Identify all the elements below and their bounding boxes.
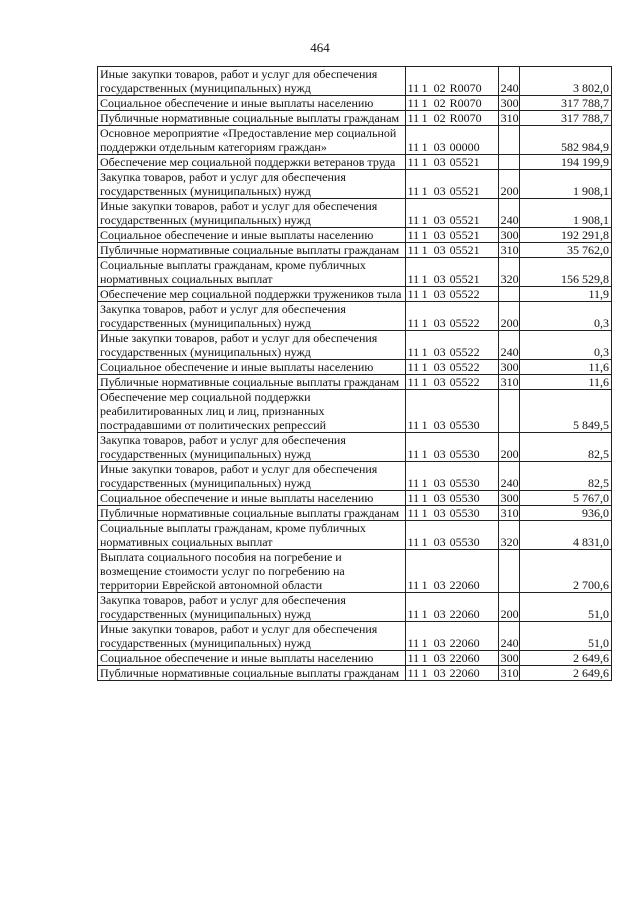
code-part-3: 03 bbox=[433, 140, 446, 154]
code-part-4: 05530 bbox=[449, 506, 480, 520]
row-name: Социальные выплаты гражданам, кроме публичных нормативных социальных выплат bbox=[98, 521, 406, 550]
row-name: Публичные нормативные социальные выплаты гражданам bbox=[98, 111, 406, 126]
table-row bbox=[98, 593, 612, 622]
row-code bbox=[405, 126, 498, 155]
row-expense-type bbox=[498, 287, 519, 302]
table-row bbox=[98, 666, 612, 681]
code-part-2: 1 bbox=[421, 476, 428, 490]
row-code bbox=[405, 462, 498, 491]
row-amount: 11,9 bbox=[520, 287, 612, 302]
row-amount: 5 767,0 bbox=[520, 491, 612, 506]
row-name: Социальное обеспечение и иные выплаты населению bbox=[98, 651, 406, 666]
table-row bbox=[98, 622, 612, 651]
row-expense-type: 310 bbox=[498, 666, 519, 681]
code-part-3: 03 bbox=[433, 506, 446, 520]
code-part-3: 03 bbox=[433, 535, 446, 549]
row-name: Обеспечение мер социальной поддержки реабилитированных лиц и лиц, признанных пострадавшими от политических репрессий bbox=[98, 390, 406, 433]
code-part-2: 1 bbox=[421, 447, 428, 461]
table-row bbox=[98, 287, 612, 302]
table-row bbox=[98, 521, 612, 550]
row-name: Закупка товаров, работ и услуг для обеспечения государственных (муниципальных) нужд bbox=[98, 593, 406, 622]
row-name: Публичные нормативные социальные выплаты гражданам bbox=[98, 666, 406, 681]
row-code bbox=[405, 550, 498, 593]
budget-table bbox=[97, 66, 612, 681]
code-part-1: 11 bbox=[407, 272, 420, 286]
code-part-4: 05521 bbox=[449, 272, 480, 286]
code-part-1: 11 bbox=[407, 607, 420, 621]
code-part-4: 00000 bbox=[449, 140, 480, 154]
code-part-1: 11 bbox=[407, 140, 420, 154]
row-amount: 2 649,6 bbox=[520, 651, 612, 666]
table-row bbox=[98, 243, 612, 258]
row-amount: 0,3 bbox=[520, 302, 612, 331]
table-row bbox=[98, 302, 612, 331]
code-part-2: 1 bbox=[421, 418, 428, 432]
code-part-1: 11 bbox=[407, 213, 420, 227]
row-code bbox=[405, 593, 498, 622]
code-part-2: 1 bbox=[421, 96, 428, 110]
row-expense-type: 300 bbox=[498, 360, 519, 375]
row-code bbox=[405, 390, 498, 433]
table-row bbox=[98, 155, 612, 170]
row-code bbox=[405, 666, 498, 681]
row-amount: 2 700,6 bbox=[520, 550, 612, 593]
row-expense-type: 240 bbox=[498, 331, 519, 360]
row-amount: 156 529,8 bbox=[520, 258, 612, 287]
code-part-2: 1 bbox=[421, 506, 428, 520]
row-name: Иные закупки товаров, работ и услуг для обеспечения государственных (муниципальных) нужд bbox=[98, 462, 406, 491]
code-part-1: 11 bbox=[407, 360, 420, 374]
code-part-2: 1 bbox=[421, 316, 428, 330]
row-name: Обеспечение мер социальной поддержки тружеников тыла bbox=[98, 287, 406, 302]
row-amount: 51,0 bbox=[520, 622, 612, 651]
row-code bbox=[405, 287, 498, 302]
code-part-2: 1 bbox=[421, 243, 428, 257]
code-part-4: R0070 bbox=[449, 96, 482, 110]
code-part-3: 02 bbox=[433, 96, 446, 110]
table-row bbox=[98, 433, 612, 462]
page-number: 464 bbox=[310, 40, 330, 55]
code-part-1: 11 bbox=[407, 96, 420, 110]
row-amount: 3 802,0 bbox=[520, 67, 612, 96]
row-expense-type: 200 bbox=[498, 593, 519, 622]
code-part-2: 1 bbox=[421, 155, 428, 169]
code-part-2: 1 bbox=[421, 81, 428, 95]
code-part-4: 05521 bbox=[449, 213, 480, 227]
row-name: Иные закупки товаров, работ и услуг для обеспечения государственных (муниципальных) нужд bbox=[98, 67, 406, 96]
row-expense-type: 310 bbox=[498, 375, 519, 390]
row-expense-type: 320 bbox=[498, 521, 519, 550]
row-expense-type: 200 bbox=[498, 433, 519, 462]
table-row bbox=[98, 491, 612, 506]
code-part-1: 11 bbox=[407, 476, 420, 490]
row-name: Закупка товаров, работ и услуг для обеспечения государственных (муниципальных) нужд bbox=[98, 433, 406, 462]
row-name: Социальное обеспечение и иные выплаты населению bbox=[98, 228, 406, 243]
row-expense-type bbox=[498, 126, 519, 155]
row-code bbox=[405, 433, 498, 462]
table-row bbox=[98, 506, 612, 521]
row-name: Социальное обеспечение и иные выплаты населению bbox=[98, 491, 406, 506]
row-amount: 582 984,9 bbox=[520, 126, 612, 155]
code-part-4: 05521 bbox=[449, 155, 480, 169]
row-expense-type: 310 bbox=[498, 111, 519, 126]
table-row bbox=[98, 550, 612, 593]
code-part-3: 03 bbox=[433, 447, 446, 461]
budget-table-body bbox=[98, 67, 612, 681]
code-part-3: 03 bbox=[433, 345, 446, 359]
row-expense-type: 200 bbox=[498, 302, 519, 331]
code-part-2: 1 bbox=[421, 651, 428, 665]
row-name: Социальное обеспечение и иные выплаты населению bbox=[98, 360, 406, 375]
code-part-3: 03 bbox=[433, 287, 446, 301]
code-part-2: 1 bbox=[421, 535, 428, 549]
code-part-1: 11 bbox=[407, 578, 420, 592]
code-part-3: 02 bbox=[433, 81, 446, 95]
row-code bbox=[405, 155, 498, 170]
row-amount: 5 849,5 bbox=[520, 390, 612, 433]
row-name: Закупка товаров, работ и услуг для обеспечения государственных (муниципальных) нужд bbox=[98, 170, 406, 199]
code-part-4: 05521 bbox=[449, 243, 480, 257]
code-part-4: 22060 bbox=[449, 651, 480, 665]
code-part-1: 11 bbox=[407, 535, 420, 549]
row-amount: 0,3 bbox=[520, 331, 612, 360]
row-code bbox=[405, 111, 498, 126]
row-expense-type bbox=[498, 390, 519, 433]
code-part-2: 1 bbox=[421, 360, 428, 374]
row-amount: 936,0 bbox=[520, 506, 612, 521]
row-name: Иные закупки товаров, работ и услуг для обеспечения государственных (муниципальных) нужд bbox=[98, 622, 406, 651]
table-row bbox=[98, 360, 612, 375]
code-part-1: 11 bbox=[407, 287, 420, 301]
code-part-2: 1 bbox=[421, 607, 428, 621]
code-part-2: 1 bbox=[421, 491, 428, 505]
code-part-4: 05522 bbox=[449, 287, 480, 301]
code-part-2: 1 bbox=[421, 140, 428, 154]
row-code bbox=[405, 302, 498, 331]
row-amount: 82,5 bbox=[520, 462, 612, 491]
row-name: Иные закупки товаров, работ и услуг для обеспечения государственных (муниципальных) нужд bbox=[98, 199, 406, 228]
table-row bbox=[98, 67, 612, 96]
row-amount: 82,5 bbox=[520, 433, 612, 462]
row-amount: 4 831,0 bbox=[520, 521, 612, 550]
row-amount: 194 199,9 bbox=[520, 155, 612, 170]
table-row bbox=[98, 462, 612, 491]
row-expense-type: 240 bbox=[498, 199, 519, 228]
code-part-4: 22060 bbox=[449, 578, 480, 592]
code-part-3: 03 bbox=[433, 418, 446, 432]
code-part-1: 11 bbox=[407, 666, 420, 680]
code-part-2: 1 bbox=[421, 666, 428, 680]
table-row bbox=[98, 651, 612, 666]
row-expense-type: 310 bbox=[498, 506, 519, 521]
row-code bbox=[405, 360, 498, 375]
row-name: Социальное обеспечение и иные выплаты населению bbox=[98, 96, 406, 111]
code-part-1: 11 bbox=[407, 316, 420, 330]
table-row bbox=[98, 331, 612, 360]
code-part-3: 03 bbox=[433, 578, 446, 592]
row-expense-type bbox=[498, 550, 519, 593]
code-part-2: 1 bbox=[421, 111, 428, 125]
code-part-3: 02 bbox=[433, 111, 446, 125]
code-part-2: 1 bbox=[421, 375, 428, 389]
code-part-3: 03 bbox=[433, 476, 446, 490]
row-code bbox=[405, 258, 498, 287]
row-code bbox=[405, 243, 498, 258]
row-name: Публичные нормативные социальные выплаты гражданам bbox=[98, 243, 406, 258]
code-part-3: 03 bbox=[433, 155, 446, 169]
code-part-4: 05530 bbox=[449, 535, 480, 549]
row-code bbox=[405, 67, 498, 96]
table-row bbox=[98, 228, 612, 243]
table-row bbox=[98, 170, 612, 199]
row-code bbox=[405, 622, 498, 651]
table-row bbox=[98, 111, 612, 126]
row-code bbox=[405, 506, 498, 521]
table-row bbox=[98, 375, 612, 390]
table-row bbox=[98, 96, 612, 111]
code-part-1: 11 bbox=[407, 491, 420, 505]
code-part-1: 11 bbox=[407, 81, 420, 95]
row-name: Публичные нормативные социальные выплаты гражданам bbox=[98, 506, 406, 521]
code-part-1: 11 bbox=[407, 506, 420, 520]
table-row bbox=[98, 199, 612, 228]
row-code bbox=[405, 199, 498, 228]
code-part-2: 1 bbox=[421, 184, 428, 198]
row-amount: 35 762,0 bbox=[520, 243, 612, 258]
code-part-3: 03 bbox=[433, 184, 446, 198]
code-part-4: 05522 bbox=[449, 316, 480, 330]
row-code bbox=[405, 651, 498, 666]
row-name: Основное мероприятие «Предоставление мер социальной поддержки отдельным категориям граждан» bbox=[98, 126, 406, 155]
code-part-2: 1 bbox=[421, 228, 428, 242]
row-amount: 1 908,1 bbox=[520, 170, 612, 199]
code-part-2: 1 bbox=[421, 272, 428, 286]
row-expense-type: 240 bbox=[498, 622, 519, 651]
code-part-4: 05521 bbox=[449, 228, 480, 242]
row-expense-type: 300 bbox=[498, 228, 519, 243]
code-part-1: 11 bbox=[407, 155, 420, 169]
row-expense-type: 300 bbox=[498, 491, 519, 506]
code-part-4: 05522 bbox=[449, 360, 480, 374]
code-part-4: 05530 bbox=[449, 491, 480, 505]
row-code bbox=[405, 521, 498, 550]
code-part-2: 1 bbox=[421, 213, 428, 227]
code-part-2: 1 bbox=[421, 636, 428, 650]
table-row bbox=[98, 258, 612, 287]
code-part-3: 03 bbox=[433, 491, 446, 505]
row-code bbox=[405, 96, 498, 111]
row-code bbox=[405, 375, 498, 390]
code-part-3: 03 bbox=[433, 607, 446, 621]
table-row bbox=[98, 126, 612, 155]
row-amount: 51,0 bbox=[520, 593, 612, 622]
code-part-3: 03 bbox=[433, 228, 446, 242]
code-part-4: 05522 bbox=[449, 345, 480, 359]
row-amount: 11,6 bbox=[520, 360, 612, 375]
row-code bbox=[405, 491, 498, 506]
row-expense-type: 310 bbox=[498, 243, 519, 258]
row-amount: 192 291,8 bbox=[520, 228, 612, 243]
code-part-1: 11 bbox=[407, 447, 420, 461]
code-part-4: R0070 bbox=[449, 111, 482, 125]
code-part-4: R0070 bbox=[449, 81, 482, 95]
row-name: Закупка товаров, работ и услуг для обеспечения государственных (муниципальных) нужд bbox=[98, 302, 406, 331]
code-part-1: 11 bbox=[407, 228, 420, 242]
row-amount: 11,6 bbox=[520, 375, 612, 390]
row-name: Обеспечение мер социальной поддержки ветеранов труда bbox=[98, 155, 406, 170]
row-code bbox=[405, 331, 498, 360]
code-part-3: 03 bbox=[433, 375, 446, 389]
row-name: Публичные нормативные социальные выплаты гражданам bbox=[98, 375, 406, 390]
code-part-4: 22060 bbox=[449, 607, 480, 621]
row-name: Социальные выплаты гражданам, кроме публичных нормативных социальных выплат bbox=[98, 258, 406, 287]
row-name: Иные закупки товаров, работ и услуг для обеспечения государственных (муниципальных) нужд bbox=[98, 331, 406, 360]
code-part-2: 1 bbox=[421, 578, 428, 592]
code-part-4: 05530 bbox=[449, 418, 480, 432]
code-part-1: 11 bbox=[407, 243, 420, 257]
row-name: Выплата социального пособия на погребение и возмещение стоимости услуг по погребению на территории Еврейской автономной области bbox=[98, 550, 406, 593]
code-part-3: 03 bbox=[433, 243, 446, 257]
code-part-4: 05530 bbox=[449, 476, 480, 490]
code-part-2: 1 bbox=[421, 345, 428, 359]
row-code bbox=[405, 170, 498, 199]
row-amount: 317 788,7 bbox=[520, 96, 612, 111]
code-part-3: 03 bbox=[433, 213, 446, 227]
code-part-4: 22060 bbox=[449, 636, 480, 650]
code-part-4: 05522 bbox=[449, 375, 480, 389]
code-part-1: 11 bbox=[407, 418, 420, 432]
row-amount: 317 788,7 bbox=[520, 111, 612, 126]
code-part-3: 03 bbox=[433, 316, 446, 330]
row-amount: 2 649,6 bbox=[520, 666, 612, 681]
code-part-1: 11 bbox=[407, 651, 420, 665]
row-code bbox=[405, 228, 498, 243]
row-expense-type: 240 bbox=[498, 462, 519, 491]
code-part-3: 03 bbox=[433, 272, 446, 286]
code-part-3: 03 bbox=[433, 636, 446, 650]
row-expense-type: 240 bbox=[498, 67, 519, 96]
code-part-3: 03 bbox=[433, 666, 446, 680]
row-expense-type: 200 bbox=[498, 170, 519, 199]
table-row bbox=[98, 390, 612, 433]
code-part-4: 05530 bbox=[449, 447, 480, 461]
code-part-1: 11 bbox=[407, 636, 420, 650]
code-part-1: 11 bbox=[407, 111, 420, 125]
row-expense-type: 300 bbox=[498, 96, 519, 111]
row-expense-type bbox=[498, 155, 519, 170]
code-part-1: 11 bbox=[407, 375, 420, 389]
row-amount: 1 908,1 bbox=[520, 199, 612, 228]
row-expense-type: 320 bbox=[498, 258, 519, 287]
code-part-2: 1 bbox=[421, 287, 428, 301]
code-part-1: 11 bbox=[407, 345, 420, 359]
code-part-4: 22060 bbox=[449, 666, 480, 680]
row-expense-type: 300 bbox=[498, 651, 519, 666]
code-part-1: 11 bbox=[407, 184, 420, 198]
code-part-4: 05521 bbox=[449, 184, 480, 198]
code-part-3: 03 bbox=[433, 651, 446, 665]
code-part-3: 03 bbox=[433, 360, 446, 374]
